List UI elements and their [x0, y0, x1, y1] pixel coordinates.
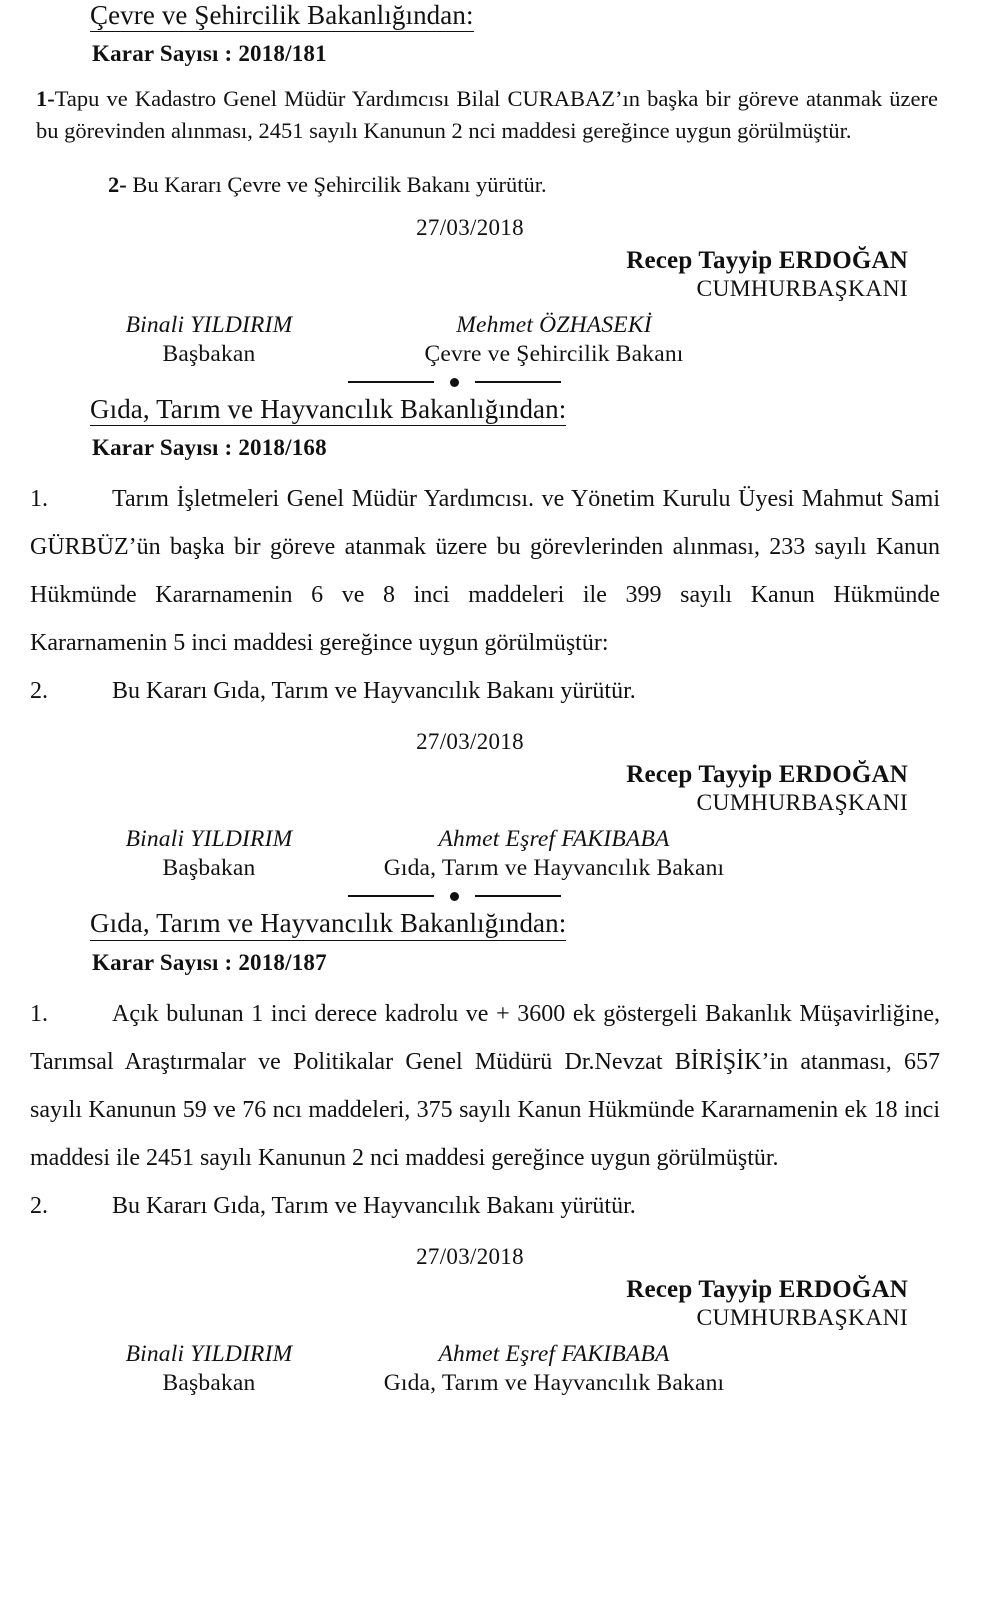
- article-1: [30, 475, 940, 667]
- minister-name: Ahmet Eşref FAKIBABA: [438, 826, 670, 853]
- decree-3: [0, 908, 1000, 1396]
- minister-title: Çevre ve Şehircilik Bakanı: [424, 341, 684, 368]
- signature-block-1: [0, 215, 1000, 368]
- decree-date: 27/03/2018: [416, 1243, 524, 1269]
- president-name: Recep Tayyip ERDOĞAN: [626, 247, 908, 275]
- article-2-text: Bu Kararı Gıda, Tarım ve Hayvancılık Bakanı yürütür.: [112, 678, 636, 705]
- president-title: CUMHURBAŞKANI: [696, 276, 908, 303]
- minister-title: Gıda, Tarım ve Hayvancılık Bakanı: [383, 855, 725, 882]
- president-title: CUMHURBAŞKANI: [696, 1304, 908, 1331]
- ministry-heading-wrap: [0, 394, 1000, 426]
- ministers-row: [0, 312, 1000, 368]
- minister-name: Mehmet ÖZHASEKİ: [456, 312, 652, 339]
- article-1-text: Açık bulunan 1 inci derece kadrolu ve + 3600 ek göstergeli Bakanlık Müşavirliğine, Tarımsal Araştırmalar ve Politikalar Genel Müdürü Dr.Nevzat BİRİŞİK’in atanması, 657 sayılı Kanunun 59 ve 76 ncı maddeleri, 375 sayılı Kanun Hükmünde Kararnamenin ek 18 inci maddesi ile 2451 sayılı Kanunun 2 nci maddesi gereğince uygun görülmüştür.: [30, 1000, 940, 1171]
- minister-signature: [334, 826, 774, 882]
- separator-rule-left: [348, 895, 434, 897]
- article-1-number: 1.: [30, 1000, 48, 1027]
- article-2-text: Bu Kararı Çevre ve Şehircilik Bakanı yürütür.: [132, 172, 547, 198]
- article-1: [36, 83, 938, 147]
- ministry-heading-wrap: [0, 0, 1000, 32]
- decree-date: 27/03/2018: [416, 729, 524, 755]
- decree-1-body: [0, 83, 1000, 201]
- president-signature: [0, 1276, 1000, 1332]
- prime-minister-signature: [84, 1341, 334, 1397]
- prime-minister-signature: [84, 312, 334, 368]
- article-1-text: Tarım İşletmeleri Genel Müdür Yardımcısı. ve Yönetim Kurulu Üyesi Mahmut Sami GÜRBÜZ’ün başka bir göreve atanmak üzere bu görevlerinden alınması, 233 sayılı Kanun Hükmünde Kararnamenin 6 ve 8 inci maddeleri ile 399 sayılı Kanun Hükmünde Kararnamenin 5 inci maddesi gereğince uygun görülmüştür:: [30, 486, 940, 657]
- article-1: [30, 990, 940, 1182]
- decision-number: Karar Sayısı : 2018/168: [92, 435, 327, 461]
- president-signature: [0, 761, 1000, 817]
- prime-minister-name: Binali YILDIRIM: [125, 312, 293, 339]
- article-1-number: 1-: [36, 86, 55, 112]
- article-2: [30, 667, 940, 715]
- signature-block-3: [0, 1244, 1000, 1397]
- decree-3-body: [0, 990, 1000, 1230]
- article-1-text: Tapu ve Kadastro Genel Müdür Yardımcısı Bilal CURABAZ’ın başka bir göreve atanmak üzere bu görevinden alınması, 2451 sayılı Kanunun 2 nci maddesi gereğince uygun görülmüştür.: [36, 86, 938, 144]
- prime-minister-title: Başbakan: [162, 1369, 256, 1396]
- signature-block-2: [0, 729, 1000, 882]
- prime-minister-signature: [84, 826, 334, 882]
- article-2: [36, 169, 938, 201]
- decree-1: [0, 0, 1000, 368]
- separator-rule-right: [475, 895, 561, 897]
- minister-name: Ahmet Eşref FAKIBABA: [438, 1340, 670, 1367]
- prime-minister-name: Binali YILDIRIM: [125, 826, 293, 853]
- president-signature: [0, 247, 1000, 303]
- separator-rule-right: [475, 381, 561, 383]
- separator-rule-left: [348, 381, 434, 383]
- separator-dot-icon: [450, 892, 459, 901]
- ministers-row: [0, 826, 1000, 882]
- minister-title: Gıda, Tarım ve Hayvancılık Bakanı: [383, 1369, 725, 1396]
- section-separator-1: [0, 372, 1000, 392]
- article-2-text: Bu Kararı Gıda, Tarım ve Hayvancılık Bakanı yürütür.: [112, 1192, 636, 1219]
- article-1-number: 1.: [30, 486, 48, 513]
- prime-minister-title: Başbakan: [162, 341, 256, 368]
- ministers-row: [0, 1341, 1000, 1397]
- minister-signature: [334, 312, 774, 368]
- prime-minister-title: Başbakan: [162, 855, 256, 882]
- decree-date: 27/03/2018: [416, 215, 524, 241]
- separator-dot-icon: [450, 378, 459, 387]
- president-title: CUMHURBAŞKANI: [696, 790, 908, 817]
- article-2-number: 2.: [30, 1192, 48, 1219]
- article-2-number: 2-: [108, 172, 127, 198]
- prime-minister-name: Binali YILDIRIM: [125, 1340, 293, 1367]
- ministry-heading: Gıda, Tarım ve Hayvancılık Bakanlığından:: [90, 908, 566, 940]
- decree-2-body: [0, 475, 1000, 715]
- minister-signature: [334, 1341, 774, 1397]
- ministry-heading: Gıda, Tarım ve Hayvancılık Bakanlığından:: [90, 394, 566, 426]
- decision-number: Karar Sayısı : 2018/181: [92, 41, 327, 67]
- article-2: [30, 1182, 940, 1230]
- president-name: Recep Tayyip ERDOĞAN: [626, 761, 908, 789]
- ministry-heading-wrap: [0, 908, 1000, 940]
- decision-number: Karar Sayısı : 2018/187: [92, 949, 327, 975]
- ministry-heading: Çevre ve Şehircilik Bakanlığından:: [90, 0, 474, 32]
- decree-2: [0, 394, 1000, 882]
- section-separator-2: [0, 886, 1000, 906]
- president-name: Recep Tayyip ERDOĞAN: [626, 1275, 908, 1303]
- article-2-number: 2.: [30, 678, 48, 705]
